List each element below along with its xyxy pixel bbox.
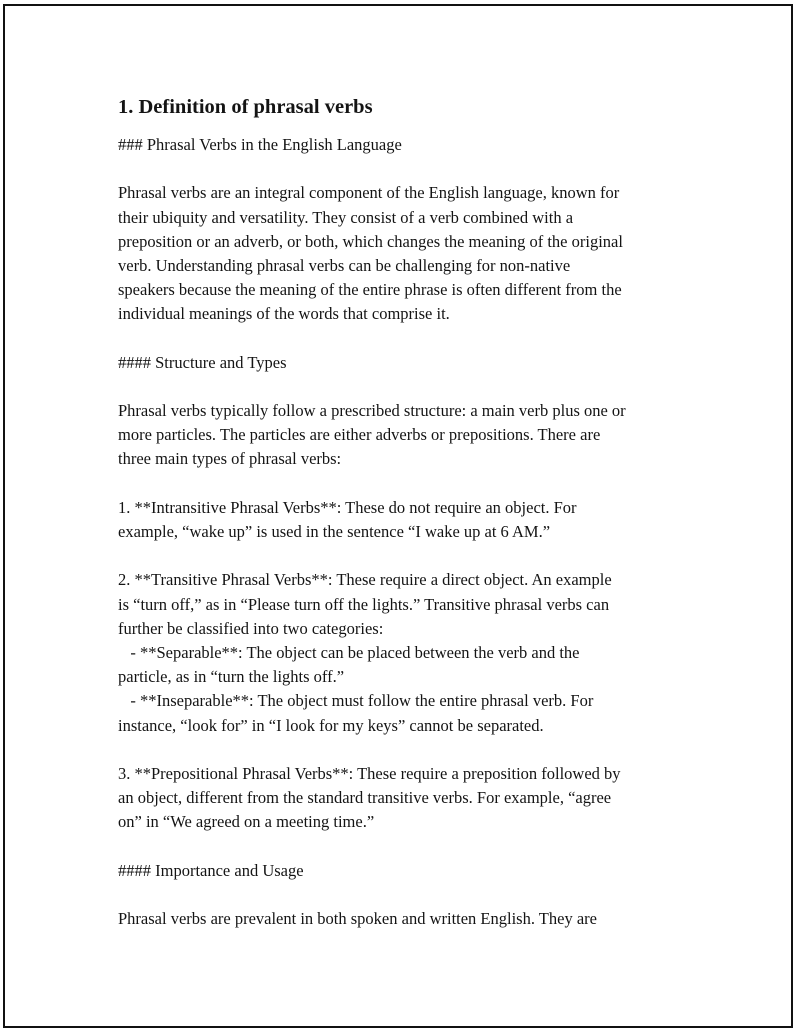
blank-line	[118, 157, 698, 181]
blank-line	[118, 327, 698, 351]
blank-line	[118, 738, 698, 762]
blank-line	[118, 544, 698, 568]
text-line: particle, as in “turn the lights off.”	[118, 667, 345, 687]
text-line: is “turn off,” as in “Please turn off the lights.” Transitive phrasal verbs can	[118, 594, 610, 614]
document-body	[118, 95, 698, 931]
text-line: on” in “We agreed on a meeting time.”	[118, 812, 375, 832]
text-line: - **Inseparable**: The object must follow the entire phrasal verb. For	[118, 691, 594, 711]
blank-line	[118, 375, 698, 399]
text-line: ### Phrasal Verbs in the English Language	[118, 135, 402, 154]
text-line: #### Structure and Types	[118, 352, 287, 372]
text-line: speakers because the meaning of the entire phrase is often different from the	[118, 280, 622, 300]
text-lines	[118, 133, 698, 931]
text-line: 3. **Prepositional Phrasal Verbs**: These require a preposition followed by	[118, 763, 621, 783]
blank-line	[118, 472, 698, 496]
text-line: example, “wake up” is used in the sentence “I wake up at 6 AM.”	[118, 522, 551, 541]
text-line: Phrasal verbs are an integral component of the English language, known for	[118, 183, 620, 203]
text-line: further be classified into two categories:	[118, 618, 384, 638]
blank-line	[118, 883, 698, 907]
text-line: instance, “look for” in “I look for my keys” cannot be separated.	[118, 715, 544, 735]
text-line: #### Importance and Usage	[118, 860, 304, 880]
text-line: their ubiquity and versatility. They consist of a verb combined with a	[118, 207, 574, 227]
text-line: individual meanings of the words that comprise it.	[118, 304, 450, 324]
text-line: 1. **Intransitive Phrasal Verbs**: These do not require an object. For	[118, 497, 577, 517]
text-line: Phrasal verbs are prevalent in both spoken and written English. They are	[118, 909, 597, 928]
text-line: verb. Understanding phrasal verbs can be challenging for non-native	[118, 255, 571, 275]
blank-line	[118, 834, 698, 858]
text-line: preposition or an adverb, or both, which changes the meaning of the original	[118, 231, 623, 251]
text-line: an object, different from the standard transitive verbs. For example, “agree	[118, 788, 612, 808]
text-line: - **Separable**: The object can be placed between the verb and the	[118, 642, 580, 662]
text-line: 2. **Transitive Phrasal Verbs**: These require a direct object. An example	[118, 570, 612, 590]
text-line: more particles. The particles are either adverbs or prepositions. There are	[118, 425, 601, 445]
text-line: three main types of phrasal verbs:	[118, 449, 342, 469]
text-line: Phrasal verbs typically follow a prescribed structure: a main verb plus one or	[118, 401, 626, 421]
section-heading: 1. Definition of phrasal verbs	[118, 96, 373, 118]
